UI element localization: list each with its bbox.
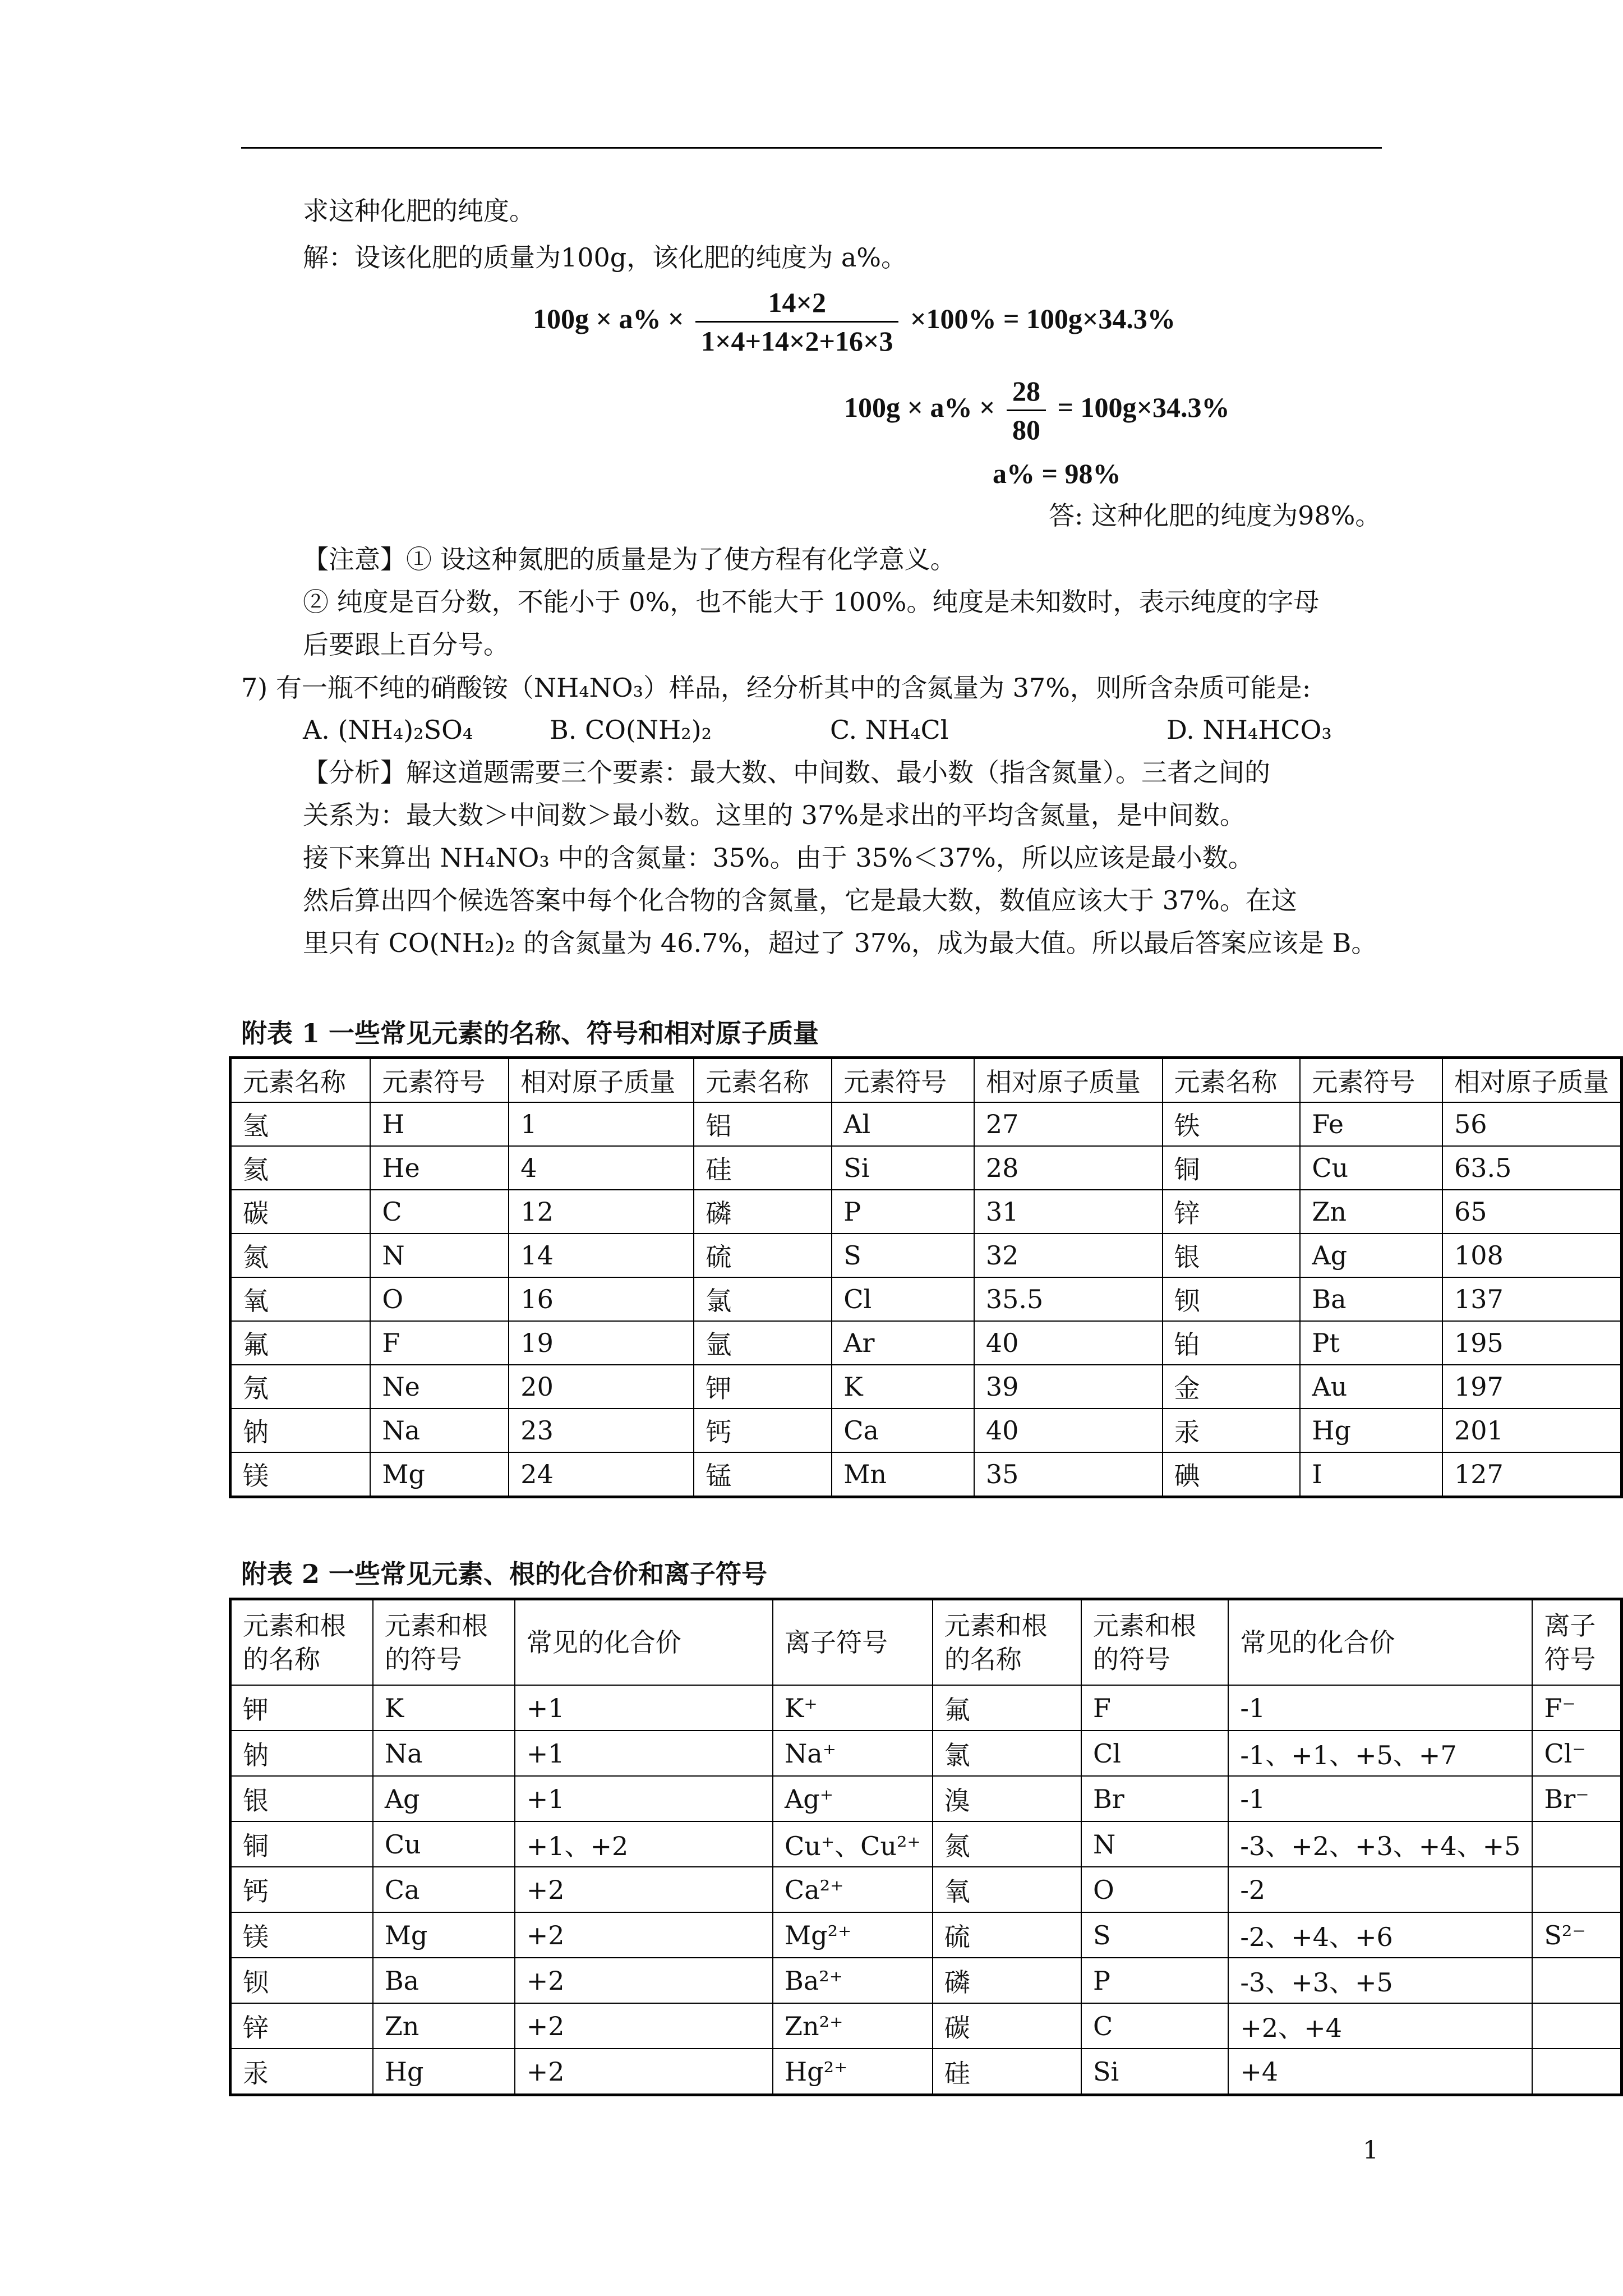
table-cell: Au	[1300, 1365, 1442, 1409]
table-cell: 锰	[694, 1452, 832, 1497]
table-cell: F	[370, 1321, 509, 1365]
table-cell: 碳	[933, 2003, 1081, 2049]
table-row	[230, 1146, 1622, 1190]
table-cell: 硫	[933, 1912, 1081, 1958]
table-cell: Ag⁺	[773, 1776, 933, 1821]
table-cell: -2、+4、+6	[1228, 1912, 1532, 1958]
eq2-numerator: 28	[1007, 375, 1046, 411]
table-cell: 钙	[230, 1867, 373, 1912]
table-cell: 氦	[230, 1146, 371, 1190]
table-cell: Cu⁺、Cu²⁺	[773, 1821, 933, 1867]
table-cell: Na	[373, 1731, 515, 1776]
table-cell: O	[1081, 1867, 1228, 1912]
table-row	[230, 1409, 1622, 1452]
eq1-denominator: 1×4+14×2+16×3	[700, 325, 893, 357]
table-cell: Cu	[373, 1821, 515, 1867]
note-line: ② 纯度是百分数，不能小于 0%，也不能大于 100%。纯度是未知数时，表示纯度的字母	[303, 587, 1320, 617]
header-cell: 元素和根的名称	[230, 1599, 373, 1686]
option-b: B. CO(NH₂)₂	[550, 715, 712, 745]
table-cell: 195	[1442, 1321, 1622, 1365]
table-cell: 39	[974, 1365, 1163, 1409]
table-row	[230, 1685, 1622, 1731]
table-row	[230, 1912, 1622, 1958]
header-cell: 元素符号	[832, 1058, 974, 1103]
table-row	[230, 2049, 1622, 2095]
header-cell: 元素符号	[1300, 1058, 1442, 1103]
option-c: C. NH₄Cl	[830, 715, 949, 745]
table-cell: -1	[1228, 1685, 1532, 1731]
table-cell: 35	[974, 1452, 1163, 1497]
table-cell: 锌	[230, 2003, 373, 2049]
table-cell: 63.5	[1442, 1146, 1622, 1190]
table-cell: 铂	[1163, 1321, 1301, 1365]
table-row	[230, 1776, 1622, 1821]
table-cell: O	[370, 1277, 509, 1321]
table-row	[230, 1277, 1622, 1321]
table-cell: 氖	[230, 1365, 371, 1409]
table-cell: Ag	[373, 1776, 515, 1821]
table-cell: 硅	[933, 2049, 1081, 2095]
table-cell: 31	[974, 1190, 1163, 1234]
table-cell: +2	[515, 1912, 773, 1958]
header-cell: 离子符号	[1532, 1599, 1621, 1686]
eq1-numerator: 14×2	[695, 286, 898, 323]
table-cell: I	[1300, 1452, 1442, 1497]
table-row	[230, 1958, 1622, 2003]
table-cell: Si	[1081, 2049, 1228, 2095]
table-cell: Br⁻	[1532, 1776, 1621, 1821]
table-cell: 汞	[230, 2049, 373, 2095]
table-cell: K	[373, 1685, 515, 1731]
table-cell: +1	[515, 1731, 773, 1776]
table-cell: Cl	[832, 1277, 974, 1321]
table-cell: 27	[974, 1102, 1163, 1146]
analysis-line: 接下来算出 NH₄NO₃ 中的含氮量：35%。由于 35%＜37%，所以应该是最小数。	[303, 843, 1254, 873]
table-cell	[1532, 2049, 1621, 2095]
table-cell: +2、+4	[1228, 2003, 1532, 2049]
table-cell: K⁺	[773, 1685, 933, 1731]
table-cell: -1	[1228, 1776, 1532, 1821]
table-cell: C	[370, 1190, 509, 1234]
table-cell: 16	[509, 1277, 694, 1321]
table-row	[230, 1821, 1622, 1867]
table-cell: 碳	[230, 1190, 371, 1234]
table-cell: Zn²⁺	[773, 2003, 933, 2049]
table-cell: 铜	[230, 1821, 373, 1867]
table-cell: +2	[515, 2049, 773, 2095]
table-cell: 硅	[694, 1146, 832, 1190]
header-cell: 常见的化合价	[515, 1599, 773, 1686]
table-cell: Cl	[1081, 1731, 1228, 1776]
table-cell: N	[1081, 1821, 1228, 1867]
table-cell: 钾	[230, 1685, 373, 1731]
header-cell: 元素和根的符号	[1081, 1599, 1228, 1686]
table-cell: N	[370, 1234, 509, 1277]
table-row	[230, 2003, 1622, 2049]
table-cell: 氟	[230, 1321, 371, 1365]
table-cell: 197	[1442, 1365, 1622, 1409]
table-cell: Ca	[832, 1409, 974, 1452]
table-cell: 银	[1163, 1234, 1301, 1277]
table-row	[230, 1867, 1622, 1912]
table-cell: 氧	[230, 1277, 371, 1321]
table-row	[230, 1365, 1622, 1409]
table-cell: Hg	[373, 2049, 515, 2095]
header-rule	[241, 147, 1382, 149]
table-row	[230, 1321, 1622, 1365]
table-cell: Ag	[1300, 1234, 1442, 1277]
table-cell: 40	[974, 1409, 1163, 1452]
table-cell: 氯	[694, 1277, 832, 1321]
table-cell: 56	[1442, 1102, 1622, 1146]
table-row	[230, 1731, 1622, 1776]
table-row	[230, 1234, 1622, 1277]
header-cell: 元素符号	[370, 1058, 509, 1103]
table-cell: He	[370, 1146, 509, 1190]
table-cell: 氧	[933, 1867, 1081, 1912]
header-cell: 常见的化合价	[1228, 1599, 1532, 1686]
table-cell: Cu	[1300, 1146, 1442, 1190]
eq2-denominator: 80	[1012, 414, 1040, 445]
option-a: A. (NH₄)₂SO₄	[303, 715, 473, 745]
table2-title: 附表 2 一些常见元素、根的化合价和离子符号	[241, 1559, 768, 1589]
table-cell: 氮	[230, 1234, 371, 1277]
table-cell: +2	[515, 1867, 773, 1912]
table-cell: +2	[515, 1958, 773, 2003]
table-cell: 127	[1442, 1452, 1622, 1497]
table-cell: Mg²⁺	[773, 1912, 933, 1958]
table-cell: 14	[509, 1234, 694, 1277]
table-cell: 镁	[230, 1452, 371, 1497]
note-line: 【注意】① 设这种氮肥的质量是为了使方程有化学意义。	[303, 544, 956, 574]
table-cell: 铜	[1163, 1146, 1301, 1190]
table-cell: 19	[509, 1321, 694, 1365]
table-cell: 铁	[1163, 1102, 1301, 1146]
analysis-line: 里只有 CO(NH₂)₂ 的含氮量为 46.7%，超过了 37%，成为最大值。所以最后答案应该是 B。	[303, 928, 1377, 958]
table-cell: 溴	[933, 1776, 1081, 1821]
table-cell: 201	[1442, 1409, 1622, 1452]
table-cell: Ar	[832, 1321, 974, 1365]
page-number: 1	[1363, 2136, 1378, 2165]
table-cell: S	[832, 1234, 974, 1277]
table-cell: Pt	[1300, 1321, 1442, 1365]
eq2-fraction	[1007, 375, 1046, 446]
table-cell: Ba²⁺	[773, 1958, 933, 2003]
question-7: 7) 有一瓶不纯的硝酸铵（NH₄NO₃）样品，经分析其中的含氮量为 37%，则所含杂质可能是:	[241, 673, 1311, 703]
table-cell: F⁻	[1532, 1685, 1621, 1731]
table-cell: 磷	[694, 1190, 832, 1234]
table-header-row	[230, 1599, 1622, 1686]
table-cell: Cl⁻	[1532, 1731, 1621, 1776]
analysis-line: 关系为：最大数＞中间数＞最小数。这里的 37%是求出的平均含氮量，是中间数。	[303, 800, 1246, 830]
table-cell: 20	[509, 1365, 694, 1409]
table-cell: +1	[515, 1685, 773, 1731]
table-cell: 碘	[1163, 1452, 1301, 1497]
eq2-left: 100g × a% ×	[844, 391, 995, 423]
header-cell: 元素和根的名称	[933, 1599, 1081, 1686]
table-header-row	[230, 1058, 1622, 1103]
table-cell: 氟	[933, 1685, 1081, 1731]
table-cell: 锌	[1163, 1190, 1301, 1234]
atomic-mass-table	[229, 1056, 1623, 1498]
table-cell: 氮	[933, 1821, 1081, 1867]
table-cell: 137	[1442, 1277, 1622, 1321]
table-cell: -3、+3、+5	[1228, 1958, 1532, 2003]
table-cell	[1532, 2003, 1621, 2049]
table-cell: Si	[832, 1146, 974, 1190]
table-cell: 35.5	[974, 1277, 1163, 1321]
analysis-line: 然后算出四个候选答案中每个化合物的含氮量，它是最大数，数值应该大于 37%。在这	[303, 885, 1297, 915]
table-row	[230, 1190, 1622, 1234]
header-cell: 元素名称	[230, 1058, 371, 1103]
note-line: 后要跟上百分号。	[303, 629, 509, 660]
equation-3: a% = 98%	[993, 458, 1121, 489]
table-cell: S²⁻	[1532, 1912, 1621, 1958]
table-cell: Ba	[373, 1958, 515, 2003]
eq1-fraction	[695, 286, 898, 357]
header-cell: 元素和根的符号	[373, 1599, 515, 1686]
table-cell: 磷	[933, 1958, 1081, 2003]
table-cell: -1、+1、+5、+7	[1228, 1731, 1532, 1776]
table1-title: 附表 1 一些常见元素的名称、符号和相对原子质量	[241, 1018, 819, 1048]
table-cell: 钾	[694, 1365, 832, 1409]
equation-2	[844, 375, 1229, 446]
table-cell	[1532, 1867, 1621, 1912]
table-cell: S	[1081, 1912, 1228, 1958]
table-cell: 65	[1442, 1190, 1622, 1234]
equation-1	[533, 286, 1175, 357]
eq2-right: = 100g×34.3%	[1057, 391, 1230, 423]
table-cell: 4	[509, 1146, 694, 1190]
table-cell: C	[1081, 2003, 1228, 2049]
table-cell: Mg	[373, 1912, 515, 1958]
table-cell: 氯	[933, 1731, 1081, 1776]
valence-table	[229, 1598, 1623, 2096]
table-row	[230, 1452, 1622, 1497]
table-cell: 12	[509, 1190, 694, 1234]
table-cell: 硫	[694, 1234, 832, 1277]
table-cell: +4	[1228, 2049, 1532, 2095]
table-cell: Ne	[370, 1365, 509, 1409]
header-cell: 离子符号	[773, 1599, 933, 1686]
table-cell: 铝	[694, 1102, 832, 1146]
table-cell: +1、+2	[515, 1821, 773, 1867]
table-cell: H	[370, 1102, 509, 1146]
table-cell: Fe	[1300, 1102, 1442, 1146]
table-cell: +1	[515, 1776, 773, 1821]
eq1-right: ×100% = 100g×34.3%	[910, 302, 1175, 334]
table-cell: K	[832, 1365, 974, 1409]
table-cell: Al	[832, 1102, 974, 1146]
table-cell: Na	[370, 1409, 509, 1452]
analysis-line: 【分析】解这道题需要三个要素：最大数、中间数、最小数（指含氮量）。三者之间的	[303, 757, 1270, 788]
table-cell	[1532, 1958, 1621, 2003]
table-cell: F	[1081, 1685, 1228, 1731]
table-cell: Ba	[1300, 1277, 1442, 1321]
options-row	[303, 712, 1332, 747]
header-cell: 相对原子质量	[974, 1058, 1163, 1103]
table-cell: 1	[509, 1102, 694, 1146]
table-cell: 镁	[230, 1912, 373, 1958]
text-line: 解：设该化肥的质量为100g，该化肥的纯度为 a%。	[303, 242, 907, 273]
header-cell: 元素名称	[694, 1058, 832, 1103]
table-cell: 汞	[1163, 1409, 1301, 1452]
table-cell: 氢	[230, 1102, 371, 1146]
answer-line: 答: 这种化肥的纯度为98%。	[1049, 500, 1381, 531]
table-cell: P	[1081, 1958, 1228, 2003]
table-cell: Mg	[370, 1452, 509, 1497]
table-cell: -2	[1228, 1867, 1532, 1912]
table-cell: -3、+2、+3、+4、+5	[1228, 1821, 1532, 1867]
table-cell: 28	[974, 1146, 1163, 1190]
table-cell: 钠	[230, 1731, 373, 1776]
table-cell: 钙	[694, 1409, 832, 1452]
table-cell: 金	[1163, 1365, 1301, 1409]
table-cell: Na⁺	[773, 1731, 933, 1776]
table-cell: 钡	[1163, 1277, 1301, 1321]
table-cell: 32	[974, 1234, 1163, 1277]
option-d: D. NH₄HCO₃	[1166, 715, 1332, 745]
table-cell: 23	[509, 1409, 694, 1452]
table-cell: Hg²⁺	[773, 2049, 933, 2095]
table-cell: 钡	[230, 1958, 373, 2003]
table-cell: Ca	[373, 1867, 515, 1912]
table-cell: Mn	[832, 1452, 974, 1497]
table-cell: Br	[1081, 1776, 1228, 1821]
table-cell: Ca²⁺	[773, 1867, 933, 1912]
header-cell: 相对原子质量	[1442, 1058, 1622, 1103]
eq1-left: 100g × a% ×	[533, 302, 684, 334]
table-row	[230, 1102, 1622, 1146]
table-cell: Zn	[373, 2003, 515, 2049]
table-cell: 银	[230, 1776, 373, 1821]
header-cell: 元素名称	[1163, 1058, 1301, 1103]
table-cell: +2	[515, 2003, 773, 2049]
table-cell: P	[832, 1190, 974, 1234]
table-cell: 钠	[230, 1409, 371, 1452]
table-cell: 氩	[694, 1321, 832, 1365]
table-cell: 108	[1442, 1234, 1622, 1277]
table-cell: 24	[509, 1452, 694, 1497]
table-cell: 40	[974, 1321, 1163, 1365]
header-cell: 相对原子质量	[509, 1058, 694, 1103]
table-cell	[1532, 1821, 1621, 1867]
text-line: 求这种化肥的纯度。	[303, 196, 535, 226]
table-cell: Hg	[1300, 1409, 1442, 1452]
table-cell: Zn	[1300, 1190, 1442, 1234]
